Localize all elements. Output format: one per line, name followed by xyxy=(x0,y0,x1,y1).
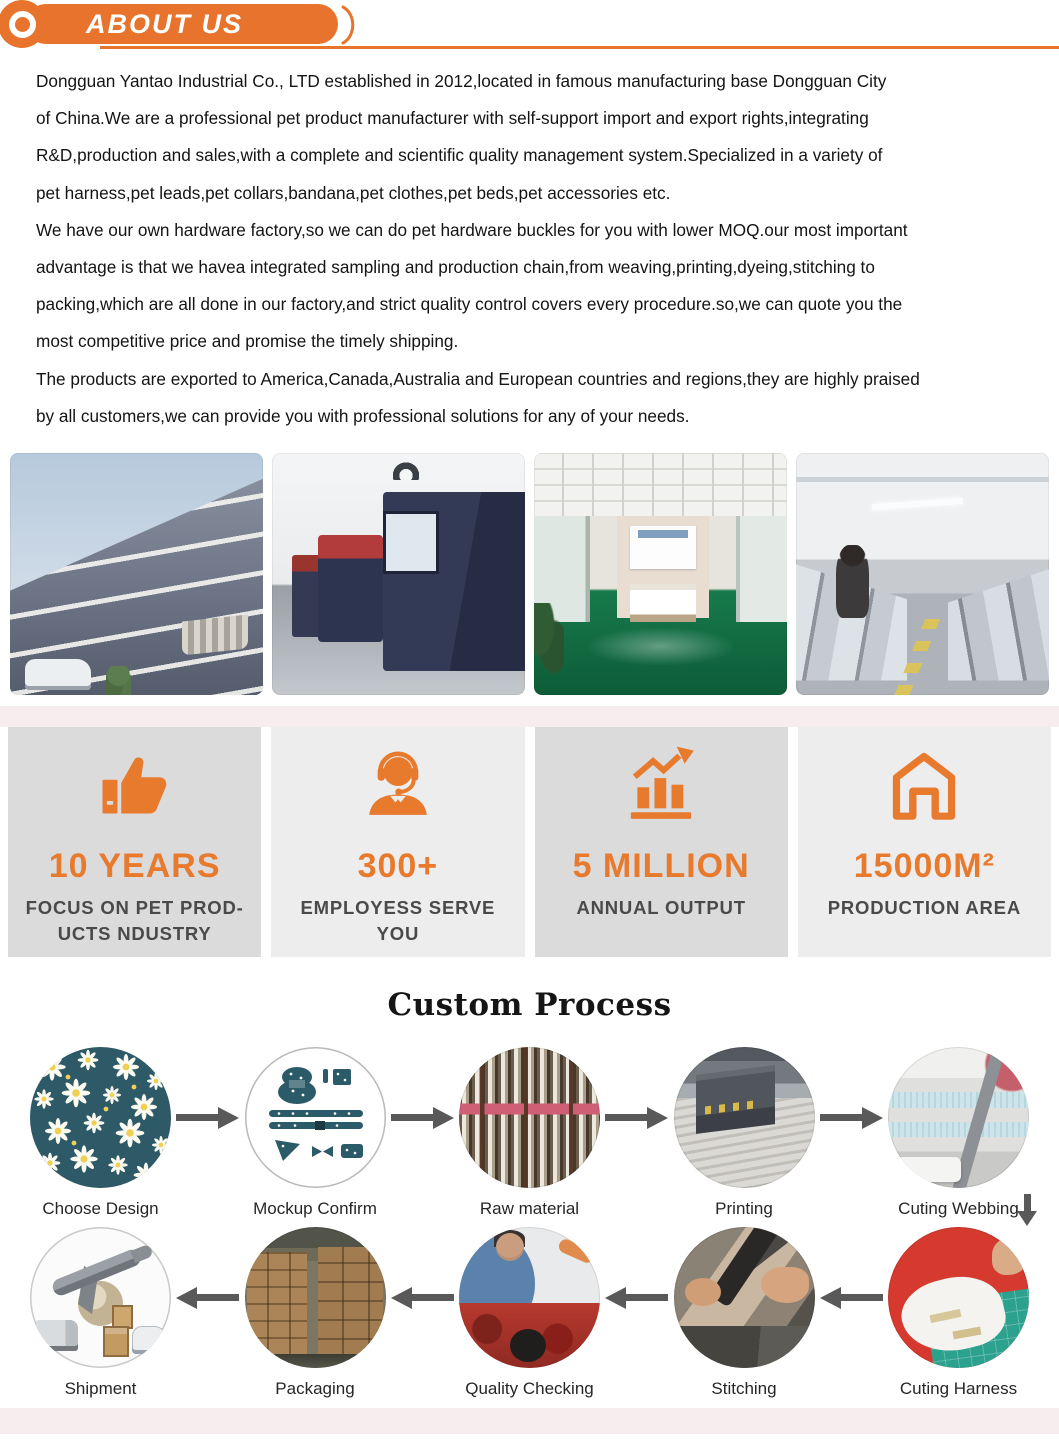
stat-label: FOCUS ON PET PROD-UCTS NDUSTRY xyxy=(25,897,244,945)
header xyxy=(0,0,1059,52)
bullseye-icon xyxy=(0,0,46,48)
step-label: Cuting Harness xyxy=(899,1379,1018,1399)
photo-detail xyxy=(25,659,91,690)
step-label: Packaging xyxy=(275,1379,355,1399)
arrow-left-icon xyxy=(820,1287,883,1309)
process-step-mockup-confirm xyxy=(245,1047,386,1219)
process-row-2 xyxy=(0,1227,1059,1399)
shipment-image xyxy=(30,1227,171,1368)
stat-value: 5 MILLION xyxy=(572,847,750,886)
quality-checking-image xyxy=(459,1227,600,1368)
process-step-packaging xyxy=(245,1227,386,1399)
step-label: Cuting Webbing xyxy=(898,1199,1019,1219)
photo-detail xyxy=(106,666,131,695)
thumbs-up-icon xyxy=(95,743,175,829)
step-label: Choose Design xyxy=(42,1199,159,1219)
factory-area-icon xyxy=(882,743,966,829)
process-step-cuting-harness xyxy=(888,1227,1029,1399)
stitching-image xyxy=(674,1227,815,1368)
stat-value: 300+ xyxy=(357,847,439,886)
packaging-image xyxy=(245,1227,386,1368)
about-line: R&D,production and sales,with a complete and scientific quality management system.Specialized in a variety of xyxy=(36,145,883,166)
photo-detail xyxy=(585,627,737,666)
stat-years xyxy=(8,727,261,957)
stat-label: EMPLOYESS SERVE YOU xyxy=(300,897,496,945)
about-line: of China.We are a professional pet product manufacturer with self-support import and export rights,integrating xyxy=(36,108,869,129)
cuting-harness-image xyxy=(888,1227,1029,1368)
step-label: Mockup Confirm xyxy=(253,1199,377,1219)
process-step-printing xyxy=(674,1047,815,1219)
page-title: ABOUT US xyxy=(86,8,243,39)
photo-detail xyxy=(182,614,248,655)
stat-employees xyxy=(271,727,524,957)
photo-printing-machines xyxy=(272,453,525,695)
stat-value: 15000M² xyxy=(853,847,995,886)
stat-production-area xyxy=(798,727,1051,957)
about-line: Dongguan Yantao Industrial Co., LTD established in 2012,located in famous manufacturing base Dongguan City xyxy=(36,71,887,91)
step-label: Printing xyxy=(715,1199,773,1219)
stat-value: 10 YEARS xyxy=(48,847,221,886)
photo-detail xyxy=(836,545,869,618)
photo-detail xyxy=(736,516,787,622)
photo-detail xyxy=(534,603,564,676)
arrow-left-icon xyxy=(391,1287,454,1309)
stat-label: ANNUAL OUTPUT xyxy=(576,897,746,919)
arrow-right-icon xyxy=(820,1107,883,1129)
arrow-left-icon xyxy=(605,1287,668,1309)
photo-factory-building-exterior xyxy=(10,453,263,695)
photo-detail xyxy=(638,530,689,537)
process-step-raw-material xyxy=(459,1047,600,1219)
arrow-left-icon xyxy=(176,1287,239,1309)
stat-label: PRODUCTION AREA xyxy=(827,897,1021,919)
about-text xyxy=(36,63,1033,435)
custom-process-flow xyxy=(0,1047,1059,1399)
header-underline xyxy=(100,46,1059,49)
photo-detail xyxy=(383,511,439,574)
printing-image xyxy=(674,1047,815,1188)
about-line: most competitive price and promise the timely shipping. xyxy=(36,331,459,352)
photo-detail xyxy=(872,498,963,510)
factory-photos xyxy=(10,453,1049,695)
photo-detail xyxy=(948,569,1049,680)
about-line: by all customers,we can provide you with professional solutions for any of your needs. xyxy=(36,405,690,426)
photo-detail xyxy=(393,458,418,480)
step-label: Raw material xyxy=(479,1199,580,1219)
step-label: Shipment xyxy=(64,1379,137,1399)
banner-arc-icon xyxy=(341,5,361,45)
photo-detail xyxy=(534,453,787,516)
growth-chart-icon xyxy=(619,743,703,829)
arrow-down-icon xyxy=(1017,1194,1037,1226)
photo-detail xyxy=(318,535,384,641)
arrow-right-icon xyxy=(391,1107,454,1129)
step-label: Quality Checking xyxy=(465,1379,594,1399)
custom-process-title: Custom Process xyxy=(387,987,672,1024)
about-line: We have our own hardware factory,so we can do pet hardware buckles for you with lower MOQ.our most important xyxy=(36,219,908,240)
bottom-pink-band xyxy=(0,1408,1059,1434)
pink-divider-band xyxy=(0,706,1059,727)
stats-section xyxy=(0,727,1059,957)
arrow-right-icon xyxy=(176,1107,239,1129)
arrow-right-icon xyxy=(605,1107,668,1129)
stat-annual-output xyxy=(535,727,788,957)
about-line: pet harness,pet leads,pet collars,bandana,pet clothes,pet beds,pet accessories etc. xyxy=(36,182,671,203)
photo-office-reception xyxy=(534,453,787,695)
about-line: The products are exported to America,Canada,Australia and European countries and regions,they are highly praised xyxy=(36,368,920,389)
photo-detail xyxy=(630,584,696,623)
raw-material-image xyxy=(459,1047,600,1188)
headset-agent-icon xyxy=(356,743,440,829)
mockup-confirm-image xyxy=(245,1047,386,1188)
about-us-banner xyxy=(26,4,338,44)
photo-sewing-workshop xyxy=(796,453,1049,695)
process-row-1 xyxy=(0,1047,1059,1219)
process-step-choose-design xyxy=(30,1047,171,1219)
process-step-cuting-webbing xyxy=(888,1047,1029,1219)
step-label: Stitching xyxy=(711,1379,777,1399)
about-line: advantage is that we havea integrated sampling and production chain,from weaving,printing,dyeing,stitching to xyxy=(36,257,875,278)
photo-detail xyxy=(796,477,1049,482)
process-step-shipment xyxy=(30,1227,171,1399)
process-step-stitching xyxy=(674,1227,815,1399)
choose-design-image xyxy=(30,1047,171,1188)
cuting-webbing-image xyxy=(888,1047,1029,1188)
about-line: packing,which are all done in our factory,and strict quality control covers every procedure.so,we can quote you the xyxy=(36,294,903,315)
process-step-quality-checking xyxy=(459,1227,600,1399)
